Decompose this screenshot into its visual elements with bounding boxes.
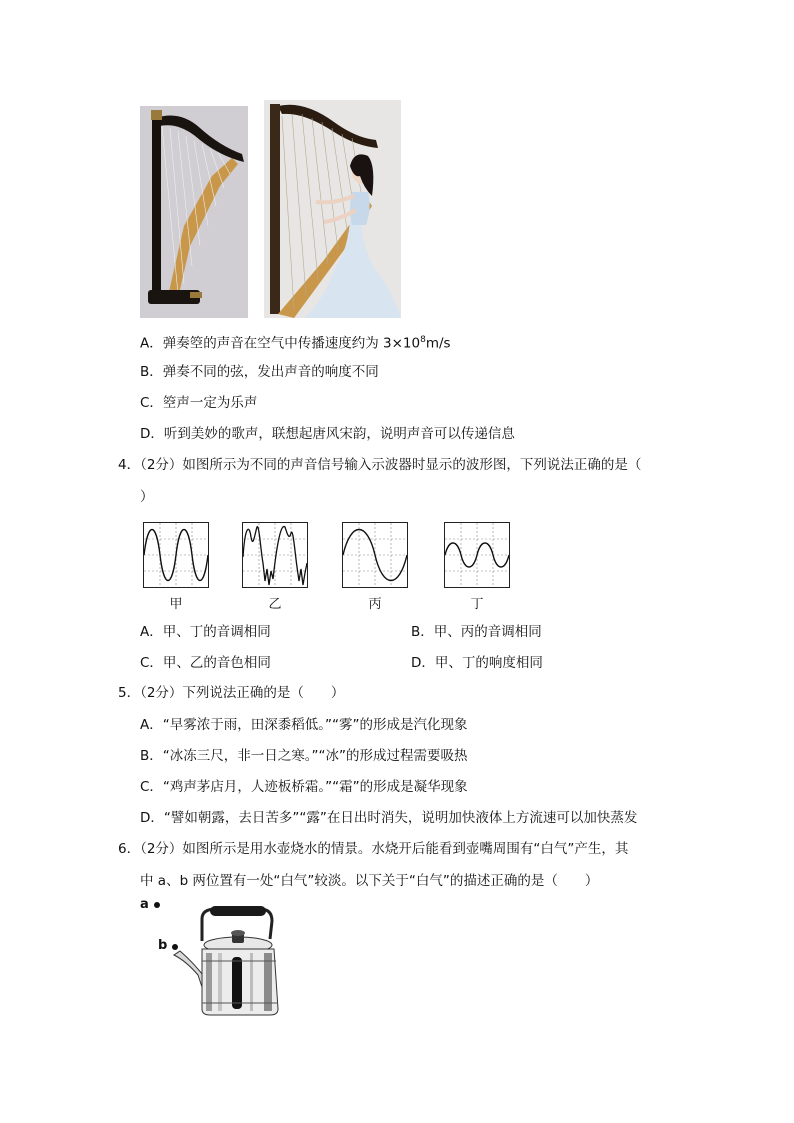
- waveform-bing: [342, 522, 408, 588]
- q4-option-d: D．甲、丁的响度相同: [411, 655, 543, 671]
- q3-option-b: B．弹奏不同的弦，发出声音的响度不同: [140, 364, 379, 380]
- waveform-label-bing: 丙: [368, 597, 382, 612]
- harp-photo: [140, 106, 248, 318]
- q4-stem-line1: 4．（2分）如图所示为不同的声音信号输入示波器时显示的波形图，下列说法正确的是（: [118, 457, 642, 473]
- q3-option-d: D．听到美妙的歌声，联想起唐风宋韵，说明声音可以传递信息: [140, 426, 515, 442]
- q3-option-a: [140, 331, 451, 353]
- q3-option-c: C．箜声一定为乐声: [140, 395, 258, 411]
- point-b-label: b: [158, 938, 168, 953]
- kettle-illustration: [172, 905, 280, 1017]
- q5-option-d: D．“譬如朝露，去日苦多”“露”在日出时消失，说明加快液体上方流速可以加快蒸发: [140, 810, 638, 826]
- waveform-label-yi: 乙: [268, 597, 282, 612]
- q4-option-a: A．甲、丁的音调相同: [140, 624, 271, 640]
- q3-option-a-text: A．弹奏箜的声音在空气中传播速度约为 3×10: [140, 335, 421, 352]
- q4-stem-line2: ）: [140, 489, 154, 505]
- q4-option-c: C．甲、乙的音色相同: [140, 655, 271, 671]
- waveform-ding: [444, 522, 510, 588]
- point-a-label: a: [140, 897, 149, 912]
- q3-option-a-unit: m/s: [425, 335, 451, 352]
- q3-option-a-exponent: 8: [420, 335, 426, 345]
- harpist-photo: [264, 100, 401, 318]
- waveform-label-jia: 甲: [169, 597, 183, 612]
- point-a-dot: [154, 902, 160, 908]
- q6-stem-line1: 6．（2分）如图所示是用水壶烧水的情景。水烧开后能看到壶嘴周围有“白气”产生，其: [118, 841, 629, 857]
- waveform-yi: [242, 522, 308, 588]
- q6-stem-line2: 中 a、b 两位置有一处“白气”较淡。以下关于“白气”的描述正确的是（ ）: [140, 873, 599, 889]
- waveform-label-ding: 丁: [470, 597, 484, 612]
- q5-stem: 5．（2分）下列说法正确的是（ ）: [118, 685, 345, 701]
- q4-option-b: B．甲、丙的音调相同: [411, 624, 542, 640]
- waveform-jia: [143, 522, 209, 588]
- q5-option-b: B．“冰冻三尺，非一日之寒。”“冰”的形成过程需要吸热: [140, 748, 468, 764]
- q5-option-a: A．“早雾浓于雨，田深黍稻低。”“雾”的形成是汽化现象: [140, 717, 468, 733]
- q5-option-c: C．“鸡声茅店月，人迹板桥霜。”“霜”的形成是凝华现象: [140, 779, 468, 795]
